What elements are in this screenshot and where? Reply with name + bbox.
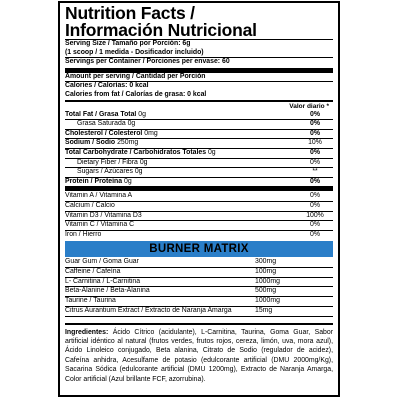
- nutrient-amount: 0mg: [144, 129, 158, 137]
- calories: Calories / Calorías: 0 kcal: [65, 82, 149, 90]
- nutrient-dv: 10%: [308, 139, 322, 147]
- matrix-item-label: Guar Gum / Goma Guar: [65, 258, 139, 266]
- nutrient-dv: 0%: [310, 129, 320, 137]
- matrix-row-citrus-aurantium: [65, 307, 333, 317]
- ingredients-text: Ácido Cítrico (acidulante), L-Carnitina, Taurina, Goma Guar, Sabor artificial idéntico al natural (frutos verdes, frutos rojos, cereza, limón, uva, mora azul), Ácido Linoleico conjugado, Beta alanina, Citrato de Sodio (regulador de acidez), Cafeína anhidra, Acesulfame de potasio (edulcorante artificial (DMU 2000mg/Kg), Sacarina Sódica (edulcorante artificial (DMU 1200mg), Extracto de Naranja Amarga, Color artificial (Azul brillante FCF, azorrubina).: [65, 328, 333, 383]
- nutrient-dv: 0%: [310, 177, 320, 185]
- nutrient-amount: 0g: [138, 110, 146, 118]
- nutrient-row-sodium: [65, 139, 333, 149]
- nutrient-label: Dietary Fiber / Fibra: [77, 158, 138, 166]
- matrix-item-label: L- Carnitina / L-Carnitina: [65, 277, 141, 285]
- nutrient-amount: 0g: [123, 177, 132, 185]
- nutrient-dv: 0%: [310, 120, 320, 128]
- matrix-row-guar-gum: [65, 258, 333, 268]
- matrix-item-label: Citrus Aurantium Extract / Extracto de Naranja Amarga: [65, 306, 232, 314]
- serving-size-detail: (1 scoop / 1 medida - Dosificador incluido): [65, 48, 204, 56]
- matrix-row-beta-alanine: [65, 287, 333, 297]
- vitamin-row-iron: [65, 231, 333, 240]
- nutrient-label: Grasa Saturada: [77, 120, 126, 128]
- ingredients: [65, 325, 333, 384]
- nutrient-label: Cholesterol / Colesterol: [65, 129, 143, 137]
- nutrient-amount: 0g: [127, 120, 136, 128]
- matrix-item-amount: 1000mg: [255, 297, 280, 305]
- nutrient-dv: 0%: [310, 110, 320, 118]
- nutrient-amount: 250mg: [117, 139, 139, 147]
- nutrition-label: [58, 1, 340, 397]
- matrix-item-label: Beta-Alanine / Beta-Alanina: [65, 287, 150, 295]
- divider-thick: [65, 186, 333, 191]
- serving-size: Serving Size / Tamaño por Porción: 6g: [65, 40, 191, 47]
- matrix-row-taurine: [65, 297, 333, 307]
- nutrient-row-fiber: [65, 159, 333, 169]
- vitamin-dv: 0%: [310, 201, 320, 209]
- vitamin-label: Vitamin C / Vitamina C: [65, 221, 135, 229]
- nutrient-row-sugars: [65, 168, 333, 178]
- burner-matrix-banner: BURNER MATRIX: [65, 241, 333, 257]
- nutrient-row-protein: [65, 178, 333, 187]
- nutrient-row-carbohydrate: [65, 149, 333, 159]
- matrix-item-label: Caffeine / Cafeína: [65, 267, 121, 275]
- title-english: Nutrition Facts /: [65, 3, 195, 23]
- matrix-item-amount: 1000mg: [255, 277, 280, 285]
- matrix-item-amount: 300mg: [255, 258, 277, 266]
- calories-from-fat: Calories from fat / Calorías de grasa: 0 kcal: [65, 90, 207, 98]
- matrix-item-label: Taurine / Taurina: [65, 297, 116, 305]
- nutrient-row-saturated-fat: [65, 120, 333, 130]
- vitamin-label: Vitamin D3 / Vitamina D3: [65, 211, 142, 219]
- amount-per-serving: Amount per serving / Cantidad per Porción: [65, 72, 206, 80]
- vitamin-dv: 0%: [310, 192, 320, 200]
- daily-value-header: Valor diario *: [289, 102, 329, 110]
- servings-per-container: Servings per Container / Porciones per envase: 60: [65, 58, 230, 66]
- nutrient-amount: 0g: [139, 158, 148, 166]
- ingredients-label: Ingredientes:: [65, 328, 109, 336]
- vitamin-dv: 100%: [306, 211, 324, 219]
- nutrient-label: Total Carbohydrate / Carbohidratos Totales: [65, 148, 207, 156]
- vitamin-label: Iron / Hierro: [65, 230, 102, 238]
- vitamin-label: Calcium / Calcio: [65, 201, 115, 209]
- vitamin-row-a: [65, 192, 333, 202]
- nutrient-amount: 0g: [134, 168, 143, 176]
- nutrient-row-total-fat: [65, 111, 333, 121]
- nutrient-dv: 0%: [310, 148, 320, 156]
- vitamin-label: Vitamin A / Vitamina A: [65, 192, 133, 200]
- nutrient-label: Sugars / Azúcares: [77, 168, 133, 176]
- vitamin-row-calcium: [65, 202, 333, 212]
- nutrient-label: Protein / Proteína: [65, 177, 123, 185]
- matrix-item-amount: 15mg: [255, 306, 273, 314]
- nutrient-dv: 0%: [310, 158, 320, 166]
- nutrient-dv: **: [312, 168, 318, 176]
- matrix-item-amount: 500mg: [255, 287, 277, 295]
- vitamin-row-c: [65, 221, 333, 231]
- title-spanish: Información Nutricional: [65, 20, 257, 40]
- nutrient-label: Sodium / Sodio: [65, 139, 116, 147]
- vitamin-row-d3: [65, 212, 333, 222]
- matrix-row-l-carnitine: [65, 278, 333, 288]
- matrix-row-caffeine: [65, 268, 333, 278]
- vitamin-dv: 0%: [310, 221, 320, 229]
- nutrient-label: Total Fat / Grasa Total: [65, 110, 137, 118]
- nutrient-amount: 0g: [207, 148, 216, 156]
- vitamin-dv: 0%: [310, 230, 320, 238]
- nutrient-row-cholesterol: [65, 130, 333, 140]
- matrix-item-amount: 100mg: [255, 267, 277, 275]
